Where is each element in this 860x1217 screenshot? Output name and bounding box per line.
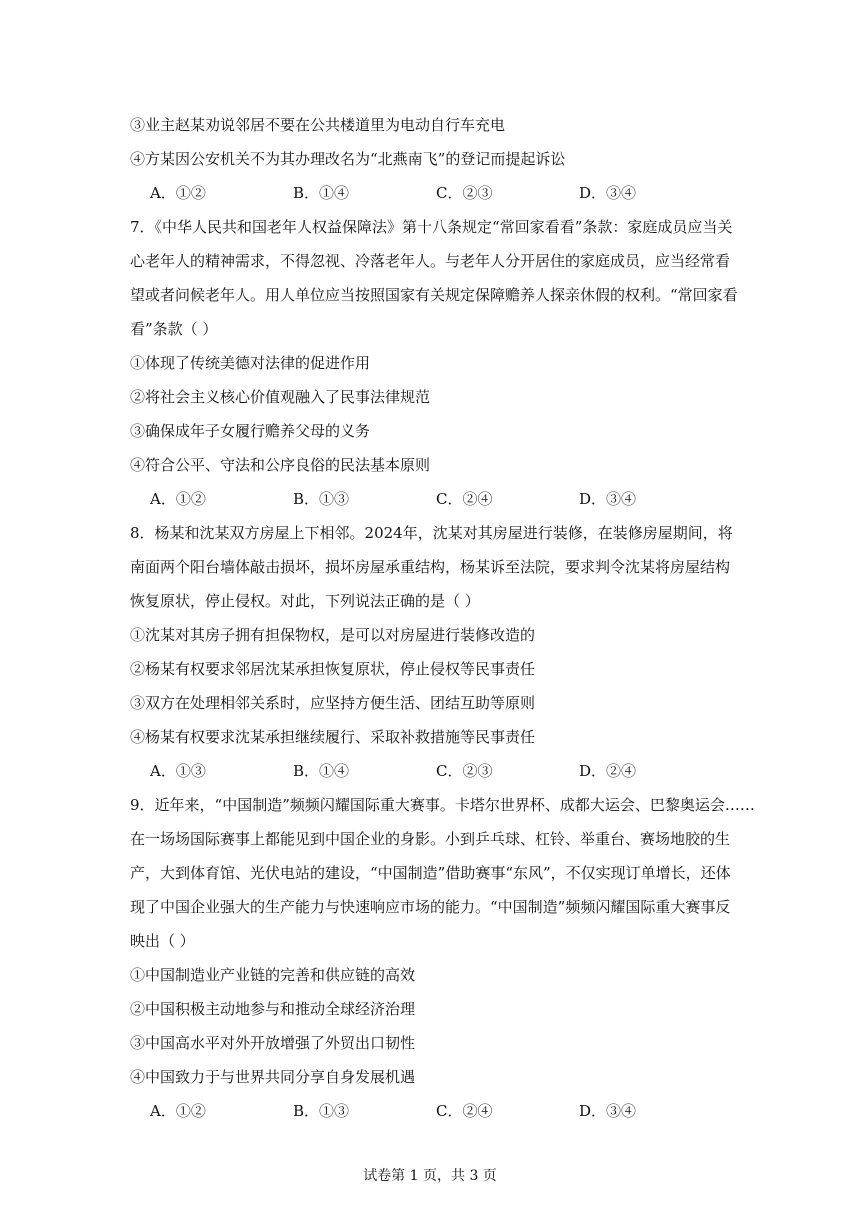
question-7 xyxy=(130,210,740,516)
statement: ①体现了传统美德对法律的促进作用 xyxy=(130,354,371,372)
option-c: C．②④ xyxy=(436,1102,493,1120)
question-9 xyxy=(130,788,755,1128)
exam-content xyxy=(130,108,755,1128)
option-c: C．②③ xyxy=(436,762,493,780)
question-stem-line: 7．《中华人民共和国老年人权益保障法》第十八条规定“常回家看看”条款：家庭成员应当关 xyxy=(130,218,733,236)
option-a: A．①② xyxy=(150,184,206,202)
option-d: D．③④ xyxy=(579,490,637,508)
statement: ④杨某有权要求沈某承担继续履行、采取补救措施等民事责任 xyxy=(130,728,536,746)
question-stem-line: 望或者问候老年人。用人单位应当按照国家有关规定保障赡养人探亲休假的权利。“常回家看 xyxy=(130,286,738,304)
question-stem-line: 8．杨某和沈某双方房屋上下相邻。2024年，沈某对其房屋进行装修，在装修房屋期间，将 xyxy=(130,524,733,542)
option-b: B．①③ xyxy=(293,490,350,508)
options-row xyxy=(130,482,740,516)
question-stem-line: 南面两个阳台墙体敲击损坏，损坏房屋承重结构，杨某诉至法院，要求判令沈某将房屋结构 xyxy=(130,558,731,576)
question-stem-line: 恢复原状，停止侵权。对此，下列说法正确的是（ ） xyxy=(130,592,480,610)
option-c: C．②④ xyxy=(436,490,493,508)
statement: ④方某因公安机关不为其办理改名为“北燕南飞”的登记而提起诉讼 xyxy=(130,150,566,168)
option-d: D．③④ xyxy=(579,184,637,202)
options-row xyxy=(130,176,740,210)
statement: ①沈某对其房子拥有担保物权，是可以对房屋进行装修改造的 xyxy=(130,626,536,644)
statement: ②将社会主义核心价值观融入了民事法律规范 xyxy=(130,388,431,406)
statement: ④中国致力于与世界共同分享自身发展机遇 xyxy=(130,1068,416,1086)
question-stem-line: 在一场场国际赛事上都能见到中国企业的身影。小到乒乓球、杠铃、举重台、赛场地胶的生 xyxy=(130,830,731,848)
question-stem-line: 映出（ ） xyxy=(130,932,195,950)
option-a: A．①② xyxy=(150,490,206,508)
statement: ①中国制造业产业链的完善和供应链的高效 xyxy=(130,966,416,984)
statement: ③中国高水平对外开放增强了外贸出口韧性 xyxy=(130,1034,416,1052)
question-stem-line: 心老年人的精神需求，不得忽视、冷落老年人。与老年人分开居住的家庭成员，应当经常看 xyxy=(130,252,731,270)
statement: ②杨某有权要求邻居沈某承担恢复原状，停止侵权等民事责任 xyxy=(130,660,536,678)
option-d: D．③④ xyxy=(579,1102,637,1120)
question-stem-line: 9．近年来，“中国制造”频频闪耀国际重大赛事。卡塔尔世界杯、成都大运会、巴黎奥运会…… xyxy=(130,796,755,814)
option-a: A．①③ xyxy=(150,762,206,780)
option-b: B．①④ xyxy=(293,762,350,780)
statement: ③业主赵某劝说邻居不要在公共楼道里为电动自行车充电 xyxy=(130,116,506,134)
question-stem-line: 产，大到体育馆、光伏电站的建设，“中国制造”借助赛事“东风”，不仅实现订单增长，还体 xyxy=(130,864,731,882)
question-6-tail xyxy=(130,108,740,210)
options-row xyxy=(130,754,740,788)
option-b: B．①④ xyxy=(293,184,350,202)
statement: ②中国积极主动地参与和推动全球经济治理 xyxy=(130,1000,416,1018)
option-a: A．①② xyxy=(150,1102,206,1120)
question-8 xyxy=(130,516,740,788)
question-stem-line: 看”条款（ ） xyxy=(130,320,218,338)
option-b: B．①③ xyxy=(293,1102,350,1120)
statement: ③双方在处理相邻关系时，应坚持方便生活、团结互助等原则 xyxy=(130,694,536,712)
page-footer: 试卷第 1 页，共 3 页 xyxy=(363,1168,497,1184)
statement: ④符合公平、守法和公序良俗的民法基本原则 xyxy=(130,456,431,474)
statement: ③确保成年子女履行赡养父母的义务 xyxy=(130,422,371,440)
options-row xyxy=(130,1094,740,1128)
option-c: C．②③ xyxy=(436,184,493,202)
option-d: D．②④ xyxy=(579,762,637,780)
question-stem-line: 现了中国企业强大的生产能力与快速响应市场的能力。“中国制造”频频闪耀国际重大赛事反 xyxy=(130,898,731,916)
